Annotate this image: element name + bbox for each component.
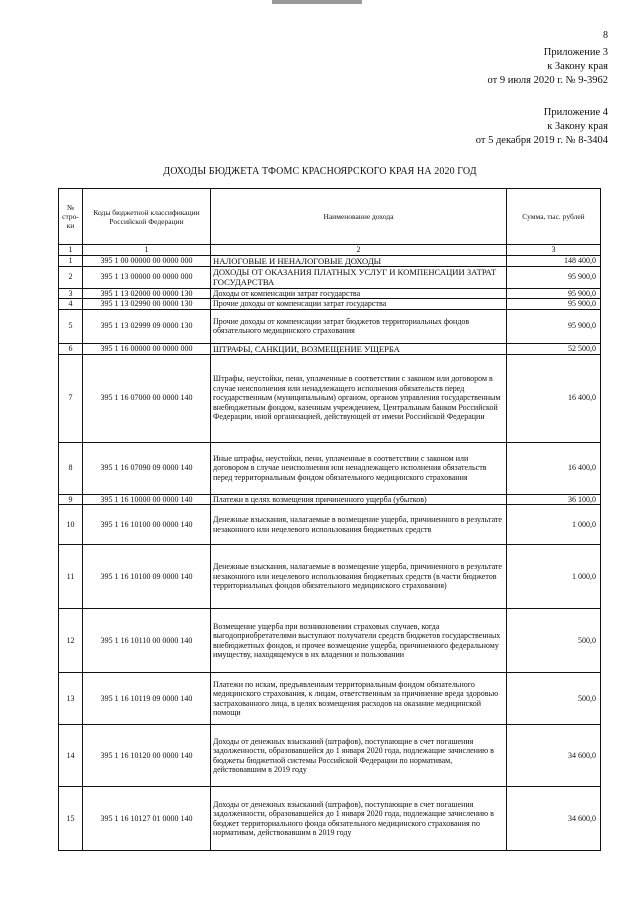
row-number: 10 [59, 505, 83, 545]
page-number: 8 [603, 30, 608, 41]
row-sum: 16 400,0 [507, 442, 601, 494]
row-number: 7 [59, 354, 83, 442]
row-number: 3 [59, 288, 83, 299]
row-name: Штрафы, неустойки, пени, уплаченные в соответствии с законом или договором в случае неисполнения или ненадлежащего исполнения обязательств перед государственным (муниципальным) органом, органом управления государственным внебюджетным фондом, казенным учреждением, Центральным банком Российской Федерации, иной организацией, действующей от имени Российской Федерации [211, 354, 507, 442]
row-code: 395 1 16 10100 09 0000 140 [83, 545, 211, 609]
row-code: 395 1 16 10127 01 0000 140 [83, 787, 211, 851]
row-code: 395 1 00 00000 00 0000 000 [83, 255, 211, 266]
table-row [59, 299, 601, 310]
row-name: Платежи в целях возмещения причиненного ущерба (убытков) [211, 494, 507, 505]
row-code: 395 1 16 10100 00 0000 140 [83, 505, 211, 545]
row-sum: 95 900,0 [507, 288, 601, 299]
table-row [59, 266, 601, 288]
header-name: Наименование дохода [211, 189, 507, 245]
table-row [59, 673, 601, 725]
row-sum: 52 500,0 [507, 343, 601, 354]
column-number: 3 [507, 245, 601, 256]
table-row [59, 309, 601, 343]
table-header-row [59, 189, 601, 245]
row-name: Платежи по искам, предъявленным территориальным фондом обязательного медицинского страхования, к лицам, ответственным за причинение вреда здоровью застрахованного лица, в целях возмещения расходов на оказание медицинской помощи [211, 673, 507, 725]
table-row [59, 288, 601, 299]
row-number: 12 [59, 609, 83, 673]
row-name: Прочие доходы от компенсации затрат государства [211, 299, 507, 310]
row-number: 9 [59, 494, 83, 505]
row-name: ДОХОДЫ ОТ ОКАЗАНИЯ ПЛАТНЫХ УСЛУГ И КОМПЕНСАЦИИ ЗАТРАТ ГОСУДАРСТВА [211, 266, 507, 288]
appendix-4-law: к Закону края [547, 121, 608, 132]
row-sum: 500,0 [507, 609, 601, 673]
row-code: 395 1 16 10119 09 0000 140 [83, 673, 211, 725]
scan-artifact [272, 0, 362, 4]
table-row [59, 442, 601, 494]
row-sum: 95 900,0 [507, 266, 601, 288]
row-sum: 95 900,0 [507, 309, 601, 343]
row-number: 4 [59, 299, 83, 310]
row-name: Денежные взыскания, налагаемые в возмещение ущерба, причиненного в результате незаконного или нецелевого использования бюджетных средств [211, 505, 507, 545]
appendix-3-title: Приложение 3 [543, 47, 608, 58]
row-sum: 34 600,0 [507, 725, 601, 787]
table-row [59, 255, 601, 266]
row-code: 395 1 13 02999 09 0000 130 [83, 309, 211, 343]
row-code: 395 1 13 00000 00 0000 000 [83, 266, 211, 288]
row-code: 395 1 16 10000 00 0000 140 [83, 494, 211, 505]
row-sum: 148 400,0 [507, 255, 601, 266]
row-number: 5 [59, 309, 83, 343]
column-number: 1 [83, 245, 211, 256]
revenue-table [58, 188, 601, 851]
row-code: 395 1 13 02000 00 0000 130 [83, 288, 211, 299]
document-title: ДОХОДЫ БЮДЖЕТА ТФОМС КРАСНОЯРСКОГО КРАЯ НА 2020 ГОД [163, 166, 477, 177]
header-sum: Сумма, тыс. рублей [507, 189, 601, 245]
row-code: 395 1 13 02990 00 0000 130 [83, 299, 211, 310]
appendix-4-title: Приложение 4 [543, 107, 608, 118]
table-row [59, 354, 601, 442]
appendix-3-date: от 9 июля 2020 г. № 9-3962 [487, 75, 608, 86]
row-code: 395 1 16 00000 00 0000 000 [83, 343, 211, 354]
table-row [59, 725, 601, 787]
table-row [59, 494, 601, 505]
row-code: 395 1 16 07000 00 0000 140 [83, 354, 211, 442]
row-name: Доходы от денежных взысканий (штрафов), поступающие в счет погашения задолженности, образовавшейся до 1 января 2020 года, подлежащие зачислению в бюджеты бюджетной системы Российской Федерации по нормативам, действовавшим в 2019 году [211, 725, 507, 787]
appendix-3-block [488, 46, 608, 88]
row-number: 6 [59, 343, 83, 354]
row-number: 15 [59, 787, 83, 851]
header-code: Коды бюджетной классификации Российской Федерации [83, 189, 211, 245]
appendix-3-law: к Закону края [547, 61, 608, 72]
row-sum: 500,0 [507, 673, 601, 725]
row-name: НАЛОГОВЫЕ И НЕНАЛОГОВЫЕ ДОХОДЫ [211, 255, 507, 266]
column-number-row [59, 245, 601, 256]
row-sum: 1 000,0 [507, 505, 601, 545]
row-code: 395 1 16 10120 00 0000 140 [83, 725, 211, 787]
table-row [59, 787, 601, 851]
row-number: 8 [59, 442, 83, 494]
table-row [59, 343, 601, 354]
row-name: Прочие доходы от компенсации затрат бюджетов территориальных фондов обязательного медицинского страхования [211, 309, 507, 343]
row-sum: 16 400,0 [507, 354, 601, 442]
row-code: 395 1 16 10110 00 0000 140 [83, 609, 211, 673]
table-row [59, 609, 601, 673]
row-name: Денежные взыскания, налагаемые в возмещение ущерба, причиненного в результате незаконного или нецелевого использования бюджетных средств (в части бюджетов территориальных фондов обязательного медицинского страхования) [211, 545, 507, 609]
table-row [59, 545, 601, 609]
row-number: 2 [59, 266, 83, 288]
row-number: 13 [59, 673, 83, 725]
appendix-4-block [476, 106, 608, 148]
column-number: 1 [59, 245, 83, 256]
header-row-number: № стро-ки [59, 189, 83, 245]
row-number: 11 [59, 545, 83, 609]
row-sum: 95 900,0 [507, 299, 601, 310]
row-name: Возмещение ущерба при возникновении страховых случаев, когда выгодоприобретателями выступают получатели средств бюджетов государственных внебюджетных фондов, и прочее возмещение ущерба, причиненного федеральному имуществу, находящемуся в их владении и пользовании [211, 609, 507, 673]
row-name: Доходы от денежных взысканий (штрафов), поступающие в счет погашения задолженности, образовавшейся до 1 января 2020 года, подлежащие зачислению в бюджет территориального фонда обязательного медицинского страхования по нормативам, действовавшим в 2019 году [211, 787, 507, 851]
row-sum: 36 100,0 [507, 494, 601, 505]
row-sum: 34 600,0 [507, 787, 601, 851]
row-number: 14 [59, 725, 83, 787]
table-row [59, 505, 601, 545]
row-sum: 1 000,0 [507, 545, 601, 609]
appendix-4-date: от 5 декабря 2019 г. № 8-3404 [475, 135, 608, 146]
row-name: Доходы от компенсации затрат государства [211, 288, 507, 299]
column-number: 2 [211, 245, 507, 256]
row-name: ШТРАФЫ, САНКЦИИ, ВОЗМЕЩЕНИЕ УЩЕРБА [211, 343, 507, 354]
row-code: 395 1 16 07090 09 0000 140 [83, 442, 211, 494]
row-name: Иные штрафы, неустойки, пени, уплаченные в соответствии с законом или договором в случае неисполнения или ненадлежащего исполнения обязательств перед территориальным фондом обязательного медицинского страхования [211, 442, 507, 494]
row-number: 1 [59, 255, 83, 266]
